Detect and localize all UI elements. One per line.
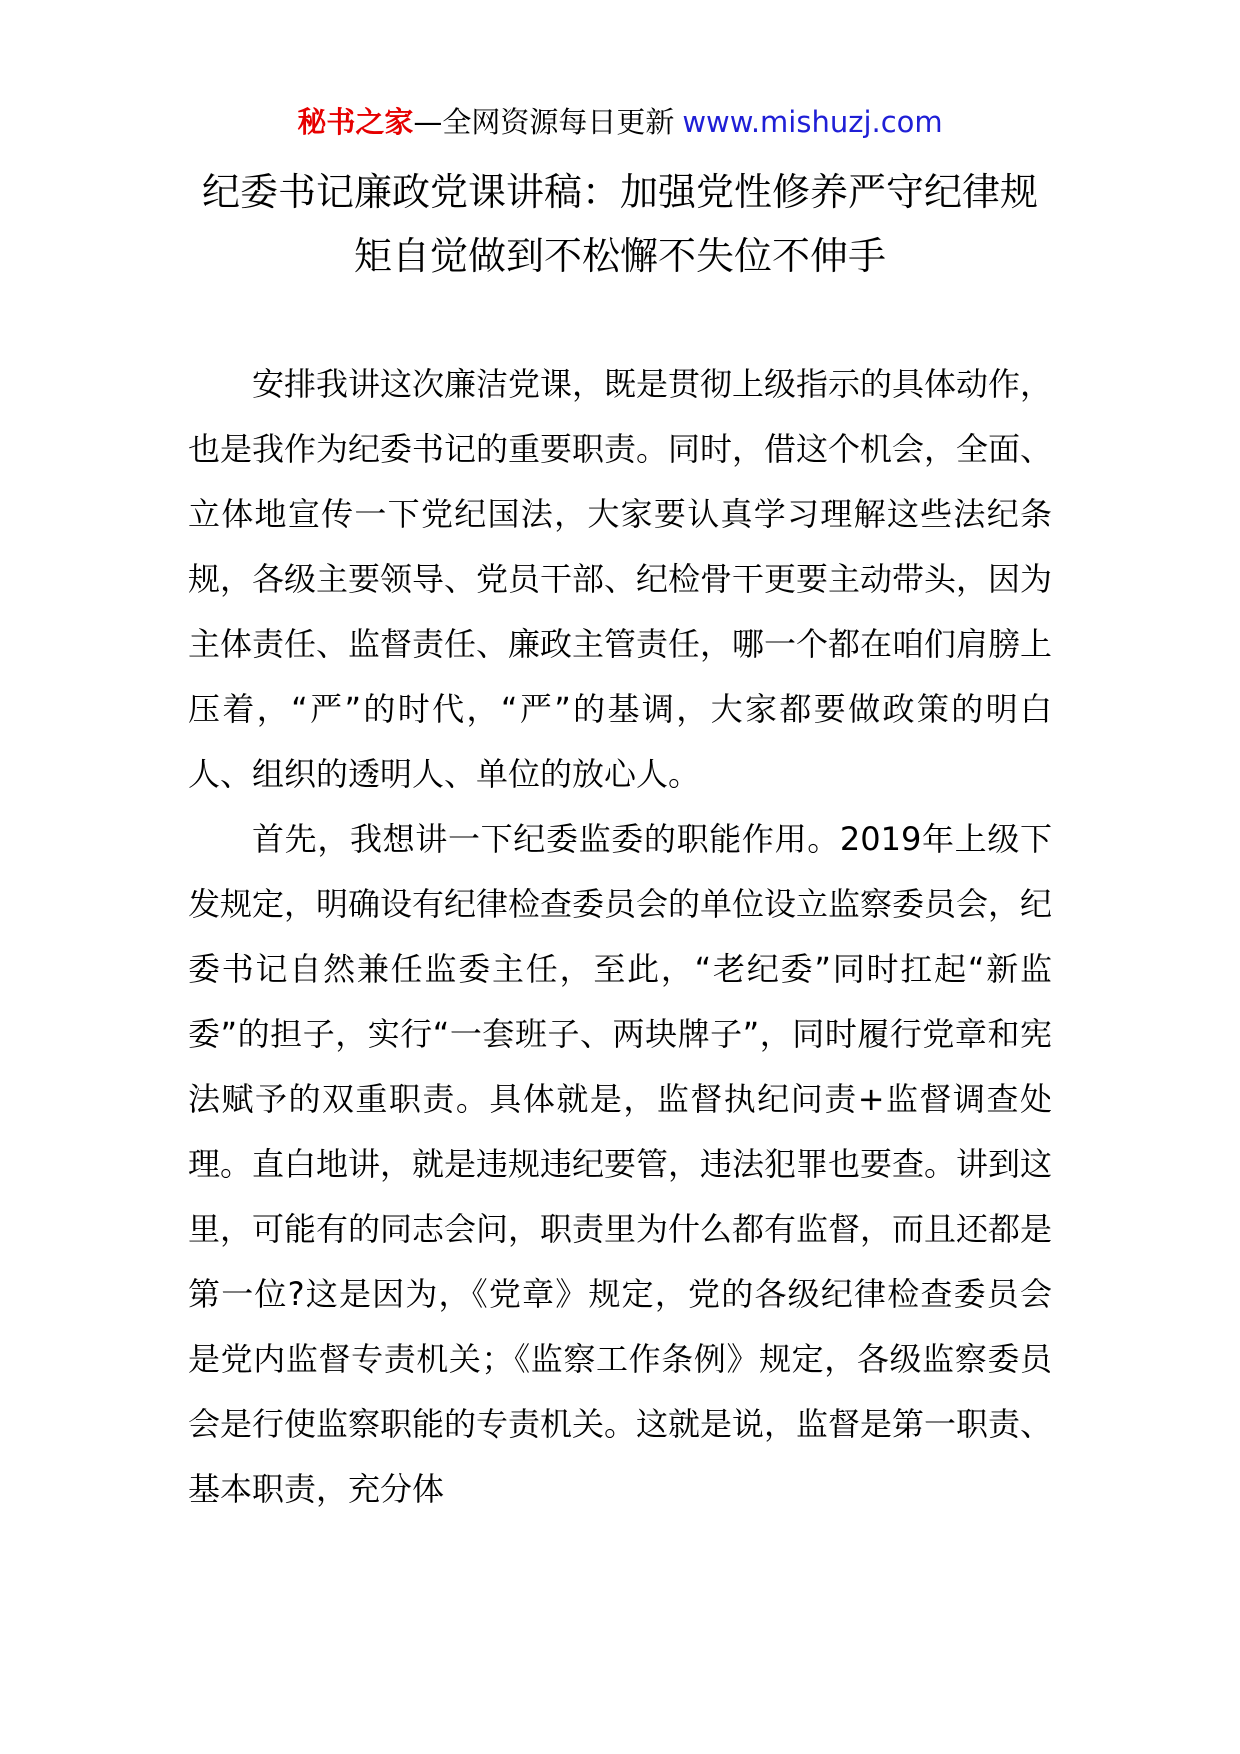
document-title: 纪委书记廉政党课讲稿：加强党性修养严守纪律规矩自觉做到不松懈不失位不伸手 <box>201 170 1038 278</box>
site-url-link[interactable]: www.mishuzj.com <box>682 105 943 139</box>
document-body <box>188 352 1052 1522</box>
paragraph-1: 安排我讲这次廉洁党课，既是贯彻上级指示的具体动作，也是我作为纪委书记的重要职责。同时，借这个机会，全面、立体地宣传一下党纪国法，大家要认真学习理解这些法纪条规，各级主要领导、党员干部、纪检骨干更要主动带头，因为主体责任、监督责任、廉政主管责任，哪一个都在咱们肩膀上压着，“严”的时代，“严”的基调，大家都要做政策的明白人、组织的透明人、单位的放心人。 <box>188 365 1053 793</box>
header-tagline: —全网资源每日更新 <box>413 105 675 139</box>
brand-name: 秘书之家 <box>297 105 414 139</box>
site-header <box>0 100 1240 144</box>
paragraph-2: 首先，我想讲一下纪委监委的职能作用。2019年上级下发规定，明确设有纪律检查委员会的单位设立监察委员会，纪委书记自然兼任监委主任，至此，“老纪委”同时扛起“新监委”的担子，实行“一套班子、两块牌子”，同时履行党章和宪法赋予的双重职责。具体就是，监督执纪问责+监督调查处理。直白地讲，就是违规违纪要管，违法犯罪也要查。讲到这里，可能有的同志会问，职责里为什么都有监督，而且还都是第一位?这是因为，《党章》规定，党的各级纪律检查委员会是党内监督专责机关；《监察工作条例》规定，各级监察委员会是行使监察职能的专责机关。这就是说，监督是第一职责、基本职责，充分体 <box>188 820 1053 1508</box>
